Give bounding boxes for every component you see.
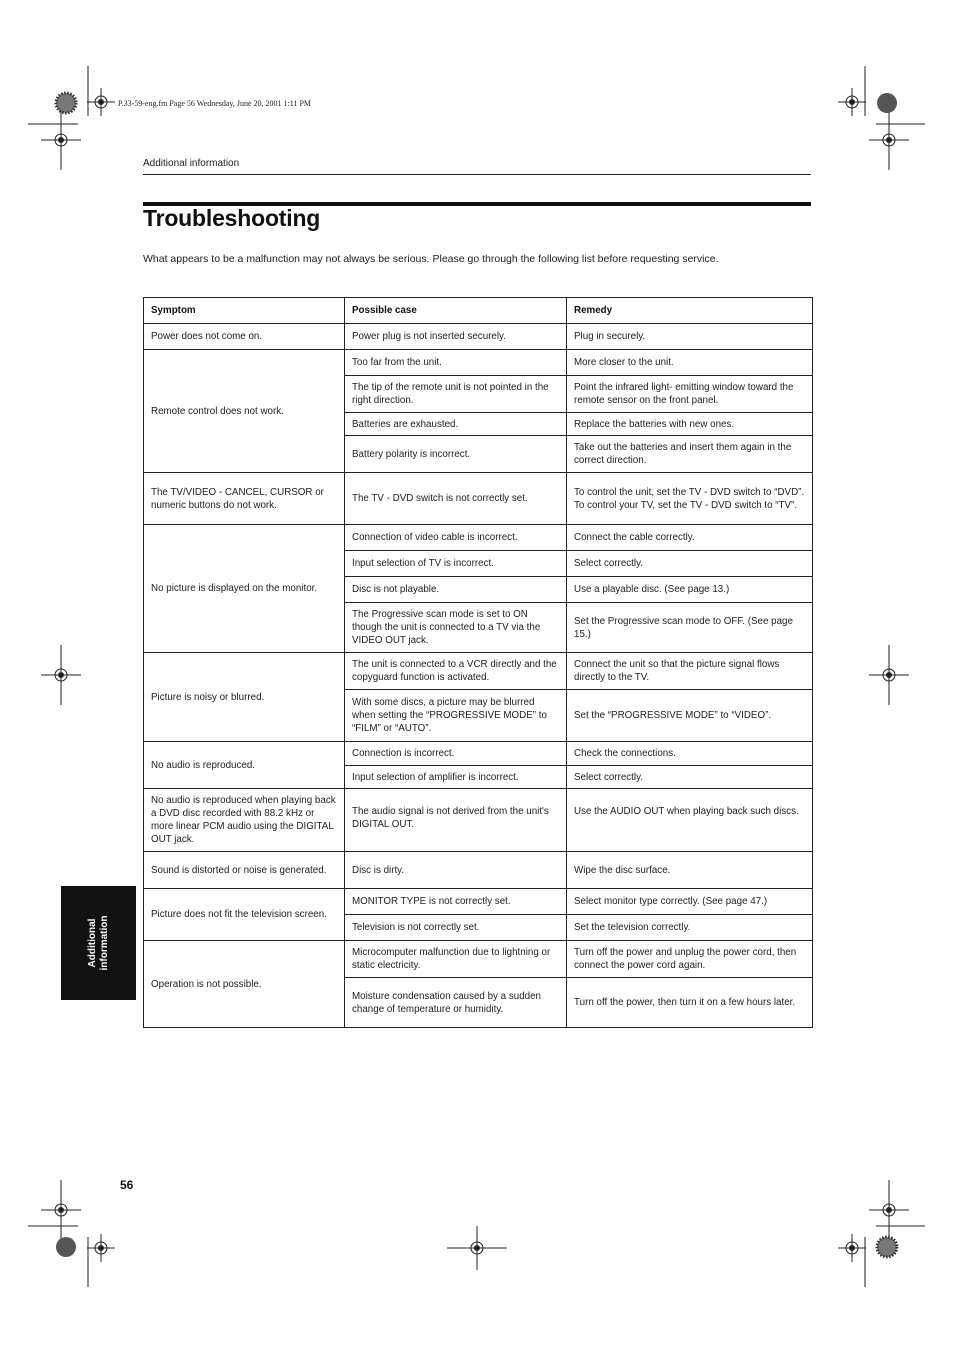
case-cell: Television is not correctly set. xyxy=(345,915,567,941)
case-cell: Power plug is not inserted securely. xyxy=(345,324,567,350)
case-cell: Disc is not playable. xyxy=(345,577,567,603)
remedy-cell: Turn off the power, then turn it on a few hours later. xyxy=(567,978,813,1028)
table-row xyxy=(144,324,813,350)
remedy-cell: Replace the batteries with new ones. xyxy=(567,413,813,436)
remedy-cell: Select correctly. xyxy=(567,766,813,789)
symptom-cell: No picture is displayed on the monitor. xyxy=(144,525,345,653)
remedy-cell: Select correctly. xyxy=(567,551,813,577)
case-cell: MONITOR TYPE is not correctly set. xyxy=(345,889,567,915)
header-rule xyxy=(143,174,811,175)
remedy-cell: Connect the cable correctly. xyxy=(567,525,813,551)
header-symptom: Symptom xyxy=(144,298,345,324)
side-tab-line-2: information xyxy=(98,915,110,971)
case-cell: Connection of video cable is incorrect. xyxy=(345,525,567,551)
remedy-cell: Turn off the power and unplug the power cord, then connect the power cord again. xyxy=(567,941,813,978)
table-row xyxy=(144,889,813,915)
table-row xyxy=(144,742,813,766)
symptom-cell: Sound is distorted or noise is generated. xyxy=(144,852,345,889)
remedy-cell: Wipe the disc surface. xyxy=(567,852,813,889)
page-title: Troubleshooting xyxy=(143,205,321,231)
table-row xyxy=(144,350,813,376)
symptom-cell: Picture does not fit the television screen. xyxy=(144,889,345,941)
file-slug: P.33-59-eng.fm Page 56 Wednesday, June 20, 2001 1:11 PM xyxy=(118,99,312,108)
case-cell: Battery polarity is incorrect. xyxy=(345,436,567,473)
section-side-tab xyxy=(61,886,136,1000)
remedy-cell: Select monitor type correctly. (See page 47.) xyxy=(567,889,813,915)
symptom-cell: Remote control does not work. xyxy=(144,350,345,473)
header-remedy: Remedy xyxy=(567,298,813,324)
page-number: 56 xyxy=(120,1178,134,1192)
table-row xyxy=(144,525,813,551)
case-cell: The audio signal is not derived from the unit's DIGITAL OUT. xyxy=(345,789,567,852)
remedy-cell: Connect the unit so that the picture signal flows directly to the TV. xyxy=(567,653,813,690)
table-header-row xyxy=(144,298,813,324)
symptom-cell: No audio is reproduced. xyxy=(144,742,345,789)
troubleshooting-table xyxy=(143,297,813,1028)
remedy-cell: Set the Progressive scan mode to OFF. (See page 15.) xyxy=(567,603,813,653)
remedy-cell: Use the AUDIO OUT when playing back such discs. xyxy=(567,789,813,852)
case-cell: Disc is dirty. xyxy=(345,852,567,889)
case-cell: The Progressive scan mode is set to ON though the unit is connected to a TV via the VIDEO OUT jack. xyxy=(345,603,567,653)
side-tab-label xyxy=(87,916,111,971)
remedy-cell: Use a playable disc. (See page 13.) xyxy=(567,577,813,603)
remedy-cell: Set the “PROGRESSIVE MODE” to “VIDEO”. xyxy=(567,690,813,742)
remedy-cell: Point the infrared light- emitting window toward the remote sensor on the front panel. xyxy=(567,376,813,413)
case-cell: The unit is connected to a VCR directly and the copyguard function is activated. xyxy=(345,653,567,690)
case-cell: Input selection of amplifier is incorrect. xyxy=(345,766,567,789)
remedy-cell: Check the connections. xyxy=(567,742,813,766)
table-row xyxy=(144,473,813,525)
table-row xyxy=(144,941,813,978)
case-cell: With some discs, a picture may be blurred when setting the “PROGRESSIVE MODE” to “FILM” or “AUTO”. xyxy=(345,690,567,742)
remedy-cell: Set the television correctly. xyxy=(567,915,813,941)
section-label: Additional information xyxy=(143,158,240,169)
remedy-cell: Plug in securely. xyxy=(567,324,813,350)
case-cell: Connection is incorrect. xyxy=(345,742,567,766)
symptom-cell: Power does not come on. xyxy=(144,324,345,350)
table-row xyxy=(144,852,813,889)
symptom-cell: The TV/VIDEO - CANCEL, CURSOR or numeric buttons do not work. xyxy=(144,473,345,525)
symptom-cell: Picture is noisy or blurred. xyxy=(144,653,345,742)
remedy-cell: More closer to the unit. xyxy=(567,350,813,376)
remedy-cell: Take out the batteries and insert them again in the correct direction. xyxy=(567,436,813,473)
case-cell: Batteries are exhausted. xyxy=(345,413,567,436)
case-cell: The TV - DVD switch is not correctly set. xyxy=(345,473,567,525)
side-tab-line-1: Additional xyxy=(86,918,98,968)
intro-paragraph: What appears to be a malfunction may not always be serious. Please go through the following list before requesting service. xyxy=(143,253,719,265)
case-cell: The tip of the remote unit is not pointed in the right direction. xyxy=(345,376,567,413)
case-cell: Moisture condensation caused by a sudden change of temperature or humidity. xyxy=(345,978,567,1028)
remedy-cell: To control the unit, set the TV - DVD switch to “DVD”. To control your TV, set the TV - DVD switch to “TV”. xyxy=(567,473,813,525)
header-possible-case: Possible case xyxy=(345,298,567,324)
case-cell: Input selection of TV is incorrect. xyxy=(345,551,567,577)
table-row xyxy=(144,653,813,690)
case-cell: Too far from the unit. xyxy=(345,350,567,376)
table-row xyxy=(144,789,813,852)
symptom-cell: No audio is reproduced when playing back a DVD disc recorded with 88.2 kHz or more linear PCM audio using the DIGITAL OUT jack. xyxy=(144,789,345,852)
symptom-cell: Operation is not possible. xyxy=(144,941,345,1028)
case-cell: Microcomputer malfunction due to lightning or static electricity. xyxy=(345,941,567,978)
